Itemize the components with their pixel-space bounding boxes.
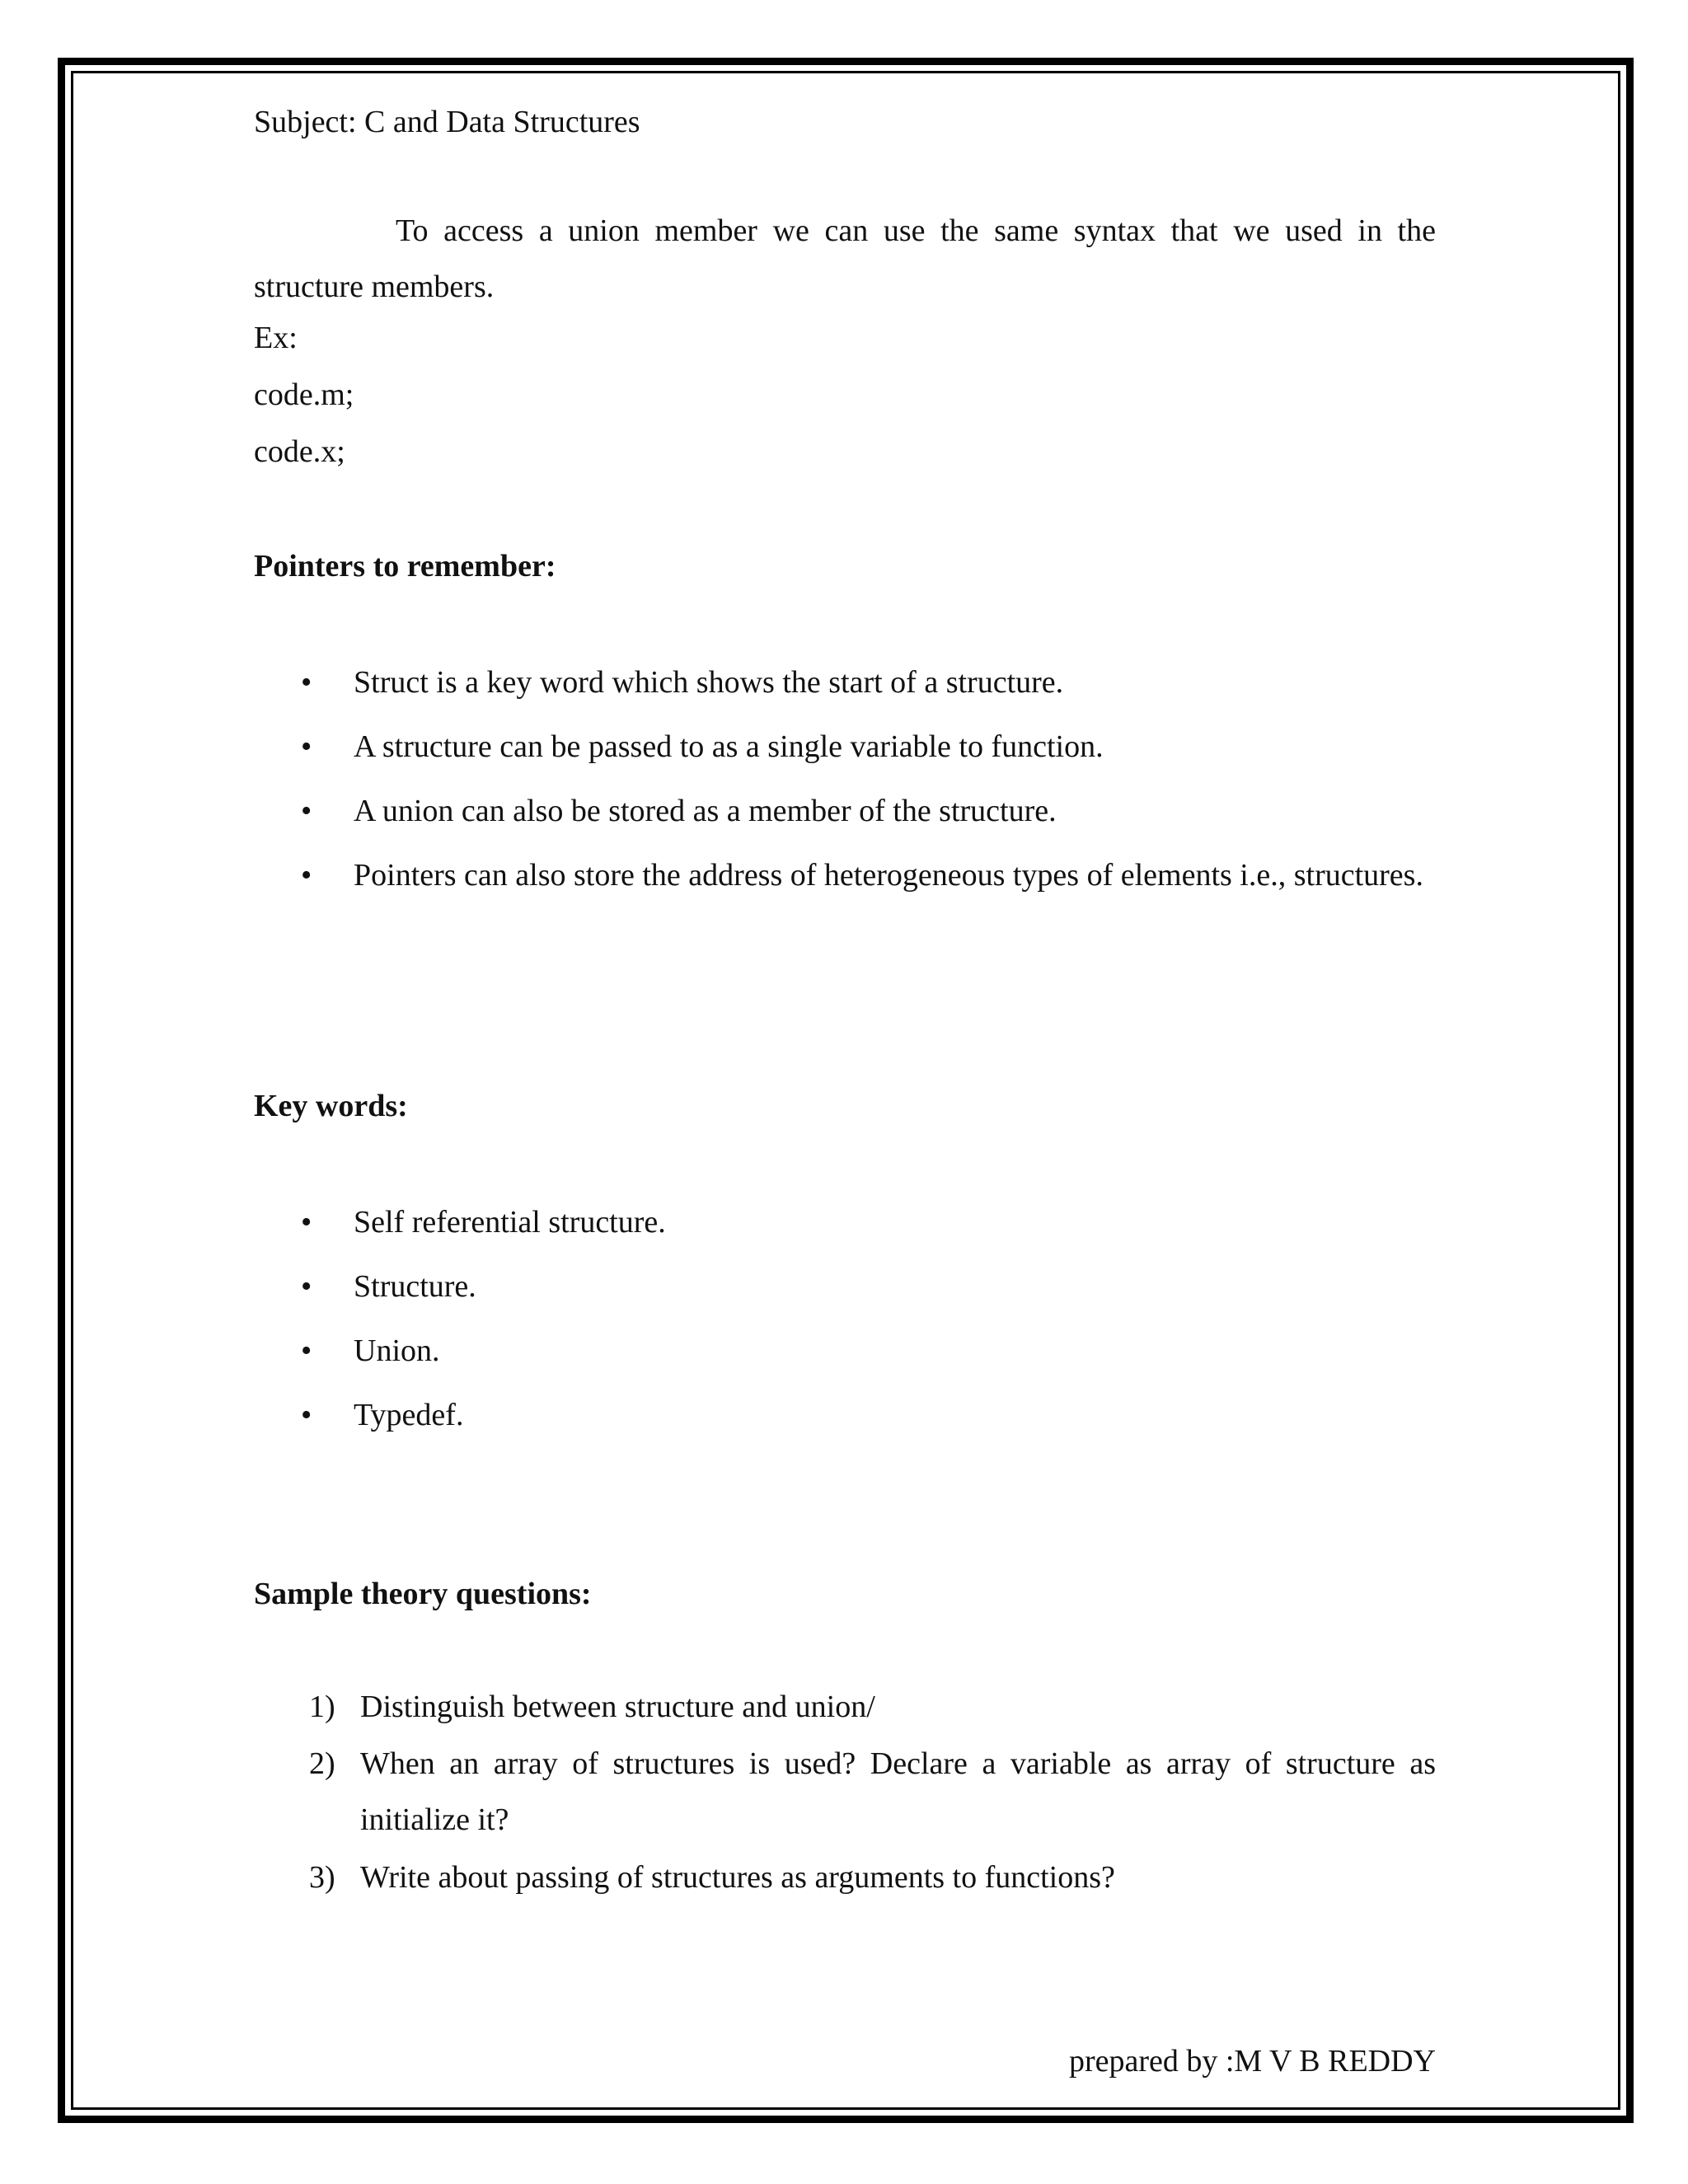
code-line: code.x; [254,434,345,469]
list-item [301,846,1436,905]
bullet-icon: • [301,1205,312,1240]
bullet-icon: • [301,1269,312,1304]
question-text: When an array of structures is used? Declare a variable as array of structure as initialize it? [360,1746,1436,1837]
list-item [301,1385,1436,1445]
questions-heading: Sample theory questions: [254,1577,592,1611]
bullet-icon: • [301,1333,312,1368]
intro-paragraph: To access a union member we can use the same syntax that we used in the structure members. [254,213,1436,304]
list-item-text: Struct is a key word which shows the start of a structure. [354,665,1064,700]
bullet-icon: • [301,729,312,764]
code-line: code.m; [254,377,354,412]
pointers-heading: Pointers to remember: [254,549,556,583]
keywords-heading: Key words: [254,1089,408,1123]
question-number: 3) [309,1860,335,1895]
question-text: Write about passing of structures as arguments to functions? [360,1860,1115,1895]
list-item [301,1257,1436,1316]
list-item-text: Union. [354,1333,440,1368]
example-label: Ex: [254,321,298,355]
list-item [309,1736,1436,1848]
list-item-text: Structure. [354,1269,476,1304]
list-item-text: A union can also be stored as a member of the structure. [354,794,1057,828]
bullet-icon: • [301,1398,312,1432]
list-item [301,781,1436,841]
list-item-text: Pointers can also store the address of heterogeneous types of elements i.e., structures. [354,858,1423,893]
list-item-text: Self referential structure. [354,1205,666,1240]
question-text: Distinguish between structure and union/ [360,1690,875,1724]
bullet-icon: • [301,665,312,700]
list-item-text: Typedef. [354,1398,464,1432]
list-item [301,653,1436,712]
list-item-text: A structure can be passed to as a single variable to function. [354,729,1104,764]
list-item [309,1679,1436,1735]
list-item [309,1849,1436,1905]
list-item [301,1193,1436,1252]
list-item [301,717,1436,776]
question-number: 2) [309,1746,335,1781]
subject-line: Subject: C and Data Structures [254,105,640,139]
prepared-by: prepared by :M V B REDDY [1068,2044,1436,2079]
bullet-icon: • [301,858,312,893]
bullet-icon: • [301,794,312,828]
question-number: 1) [309,1690,335,1724]
list-item [301,1321,1436,1380]
